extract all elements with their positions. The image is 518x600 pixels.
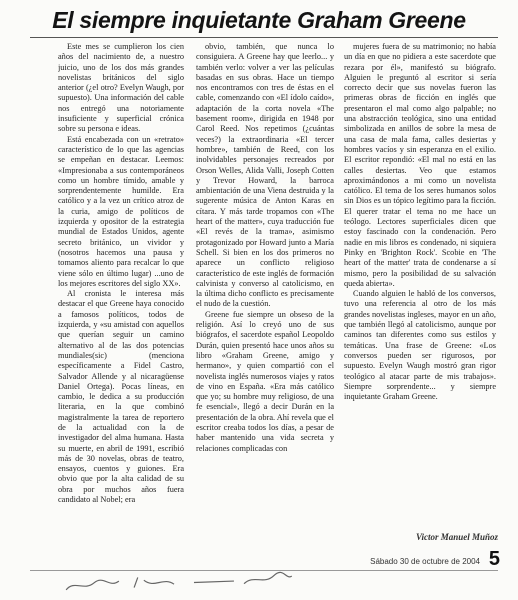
paragraph: Este mes se cumplieron los cien años del nacimiento de, a nuestro juicio, uno de los dos más grandes novelistas británicos del siglo anterior (¿el otro? Evelyn Waugh, por supuesto). Una información del cable nos entregó una notoriamente insuficiente y superficial crónica sobre su persona e ideas. xyxy=(58,42,184,134)
handwritten-annotation xyxy=(64,570,295,597)
paragraph: Está encabezada con un «retrato» característico de lo que las agencias se empeñan en destacar. Leemos: «Impresionaba a sus contemporáneos como un hombre tímido, amable y sorprendentemente humilde. Era católico y a la vez un crítico atroz de la curia, amigo de políticos de izquierda y opositor de la estrategia mundial de Estados Unidos, agente secreto británico, un vividor y (nosotros hacemos una pausa y tomamos aliento para recalcar lo que viene sólo en último lugar) ...uno de los mejores escritores del siglo XX». xyxy=(58,134,184,288)
paragraph: Al cronista le interesa más destacar el que Greene haya conocido a famosos políticos, todos de izquierda, y «su amistad con aquellos que querían seguir un camino alternativo al de las dos potencias mundiales(sic) (menciona específicamente a Fidel Castro, Salvador Allende y al nicaragüense Daniel Ortega). Pocas líneas, en cambio, le dedica a su producción literaria, en la que combinó magistralmente la tarea de reportero de la actualidad con la de investigador del alma humana. Hasta su muerte, en abril de 1991, escribió más de 30 novelas, obras de teatro, ensayos, cuentos y guiones. Era obvio que por la alta calidad de su obra por muchos años fuera candidato al Nobel; era xyxy=(58,289,184,505)
paragraph: mujeres fuera de su matrimonio; no había un día en que no pidiera a este sacerdote que rezara por él», manifestó su biógrafo. Alguien le preguntó al escritor si sería correcto decir que sus novelas fueron las primeras obras de ficción en inglés que presentaron el mal como algo palpable; no una abstracción teológica, sino una entidad simbolizada en anillos de sobre la mesa de una casa de mala fama, calles desiertas y hombres vacíos y sin esperanza en el exilio. El escritor repondió: «El mal no está en las calles desiertas. Veo que estamos aproximándonos a mi como un novelista católico. El tema de los seres humanos solos sin Dios es un tópico legítimo para la ficción. El querer tratar el tema no me hace un teólogo. Lectores superficiales dicen que estoy fascinado con la condenación. Pero nadie en mis libros es condenado, ni siquiera Pinky en 'Brighton Rock'. Scobie en 'The heart of the matter' trata de condenarse a sí mismo, pero la posibilidad de su salvación queda abierta». xyxy=(344,42,496,288)
article-column-3 xyxy=(344,42,496,522)
footer-date: Sábado 30 de octubre de 2004 xyxy=(370,557,480,566)
handwritten-scribble-icon xyxy=(64,570,294,594)
article-column-1 xyxy=(58,42,184,570)
author-byline: Victor Manuel Muñoz xyxy=(415,532,498,542)
paragraph: obvio, también, que nunca lo consiguiera. A Greene hay que leerlo... y también verlo: volver a ver las películas basadas en sus obras. Hace un tiempo nos encontramos con tres de éstas en el cable, comenzando con «El ídolo caído», adaptación de la corta novela «The basement room», dirigida en 1948 por Carol Reed. Nos repetimos (¿cuántas veces?) la extraordinaria «El tercer hombre», también de Reed, con los inolvidables personajes recreados por Orson Welles, Alida Valli, Joseph Cotten y Trevor Howard, la barroca ambientación de una Viena destruida y la sugerente música de Anton Karas en cítara. Y más tarde tropamos con «The heart of the matter», cuya traducción fue «El revés de la trama», asimismo protagonizado por Howard junto a María Schell. Si bien en los dos primeros no aparece un conflicto religioso característico de este inglés de formación calvinista y converso al catolicismo, en la última dicho conflicto es precisamente el nudo de la cuestión. xyxy=(196,42,334,309)
page-number: 5 xyxy=(488,548,500,570)
article-headline: El siempre inquietante Graham Greene xyxy=(52,7,466,33)
headline-rule xyxy=(30,37,498,38)
article-column-2 xyxy=(196,42,334,458)
paragraph: Cuando alguien le habló de los conversos, tuvo una referencia al otro de los más grandes novelistas ingleses, mayor en un año, que también llegó al catolicismo, aunque por caminos tan diferentes como sus estilos y temáticas. Una frase de Greene: «Los conversos pueden ser rigurosos, por supuesto. Evelyn Waugh mostró gran rigor teológico al atacar parte de mis trabajos». Siempre sorprendente... y siempre inquietante Graham Greene. xyxy=(344,289,496,402)
paragraph: Greene fue siempre un obseso de la religión. Así lo creyó uno de sus biógrafos, el sacerdote español Leopoldo Durán, quien presentó hace unos años su libro «Graham Greene, amigo y hermano», y quien compartió con el novelista inglés numerosos viajes y ratos de vino en España. «Era más católico que yo; su hombre muy religioso, de una fe esencial», llegó a decir Durán en la presentación de la obra. Ahí revela que el escritor creaba todos los días, a pesar de haber mantenido una vida secreta y relaciones complicadas con xyxy=(196,309,334,453)
